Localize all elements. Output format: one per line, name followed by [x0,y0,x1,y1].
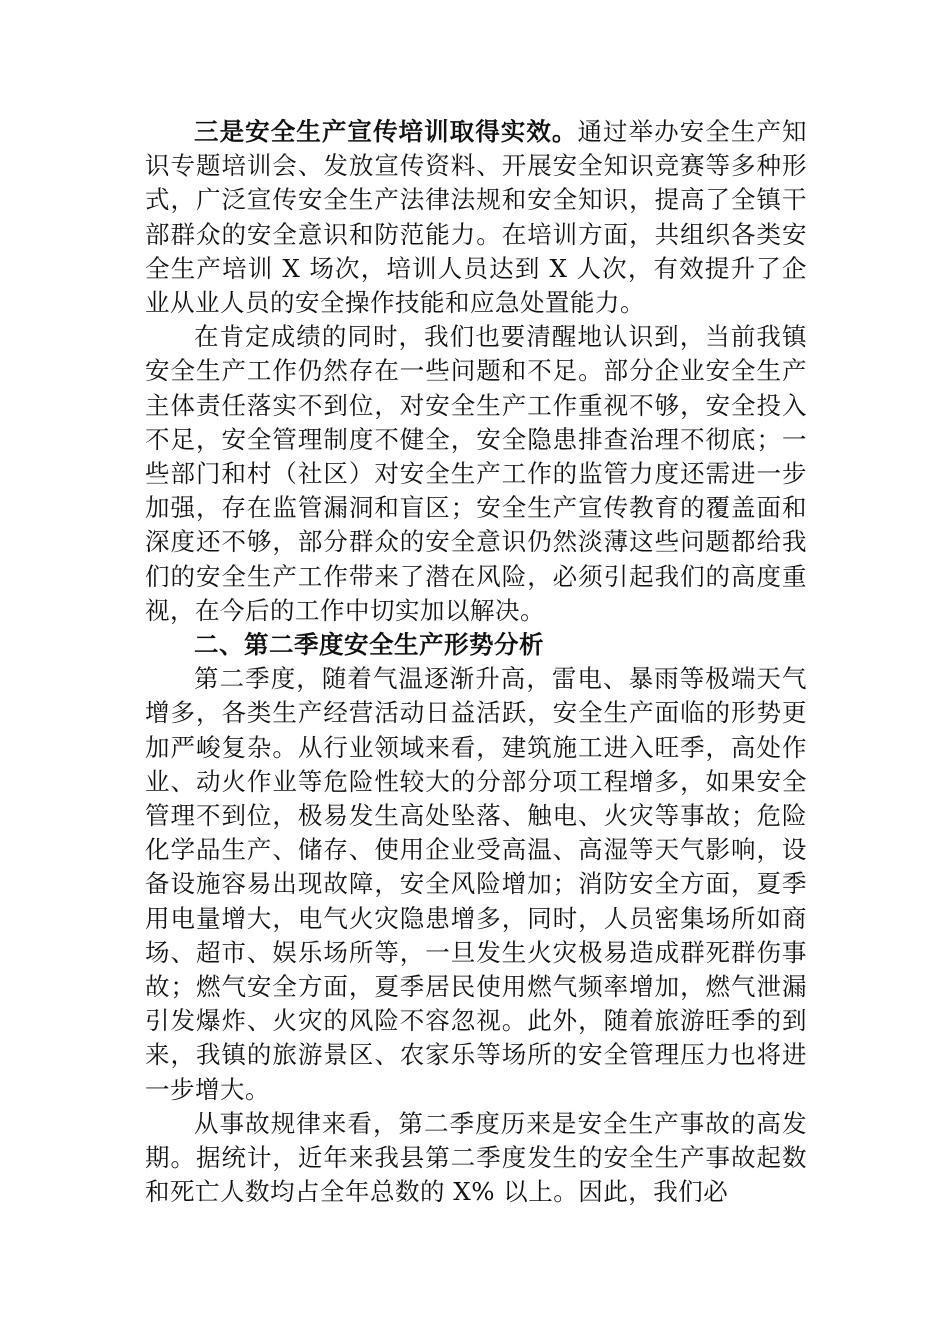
paragraph-accident-pattern: 从事故规律来看，第二季度历来是安全生产事故的高发期。据统计，近年来我县第二季度发生的安全生产事故起数和死亡人数均占全年总数的 X% 以上。因此，我们必 [145,1108,807,1207]
paragraph-lead-bold: 三是安全生产宣传培训取得实效。 [194,117,578,146]
section-heading: 二、第二季度安全生产形势分析 [194,630,544,660]
paragraph-situation: 第二季度，随着气温逐渐升高，雷电、暴雨等极端天气增多，各类生产经营活动日益活跃，安全生产面临的形势更加严峻复杂。从行业领域来看，建筑施工进入旺季，高处作业、动火作业等危险性较大的分部分项工程增多，如果安全管理不到位，极易发生高处坠落、触电、火灾等事故；危险化学品生产、储存、使用企业受高温、高湿等天气影响，设备设施容易出现故障，安全风险增加；消防安全方面，夏季用电量增大，电气火灾隐患增多，同时，人员密集场所如商场、超市、娱乐场所等，一旦发生火灾极易造成群死群伤事故；燃气安全方面，夏季居民使用燃气频率增加，燃气泄漏引发爆炸、火灾的风险不容忽视。此外，随着旅游旺季的到来，我镇的旅游景区、农家乐等场所的安全管理压力也将进一步增大。 [145,664,807,1104]
paragraph-body: 通过举办安全生产知识专题培训会、发放宣传资料、开展安全知识竞赛等多种形式，广泛宣传安全生产法律法规和安全知识，提高了全镇干部群众的安全意识和防范能力。在培训方面，共组织各类安全生产培训 X 场次，培训人员达到 X 人次，有效提升了企业从业人员的安全操作技能和应急处置能力。 [145,117,808,318]
document-page [145,115,807,1210]
paragraph-training [145,115,807,320]
paragraph-problems: 在肯定成绩的同时，我们也要清醒地认识到，当前我镇安全生产工作仍然存在一些问题和不足。部分企业安全生产主体责任落实不到位，对安全生产工作重视不够，安全投入不足，安全管理制度不健全，安全隐患排查治理不彻底；一些部门和村（社区）对安全生产工作的监管力度还需进一步加强，存在监管漏洞和盲区；安全生产宣传教育的覆盖面和深度还不够，部分群众的安全意识仍然淡薄这些问题都给我们的安全生产工作带来了潜在风险，必须引起我们的高度重视，在今后的工作中切实加以解决。 [145,322,807,625]
